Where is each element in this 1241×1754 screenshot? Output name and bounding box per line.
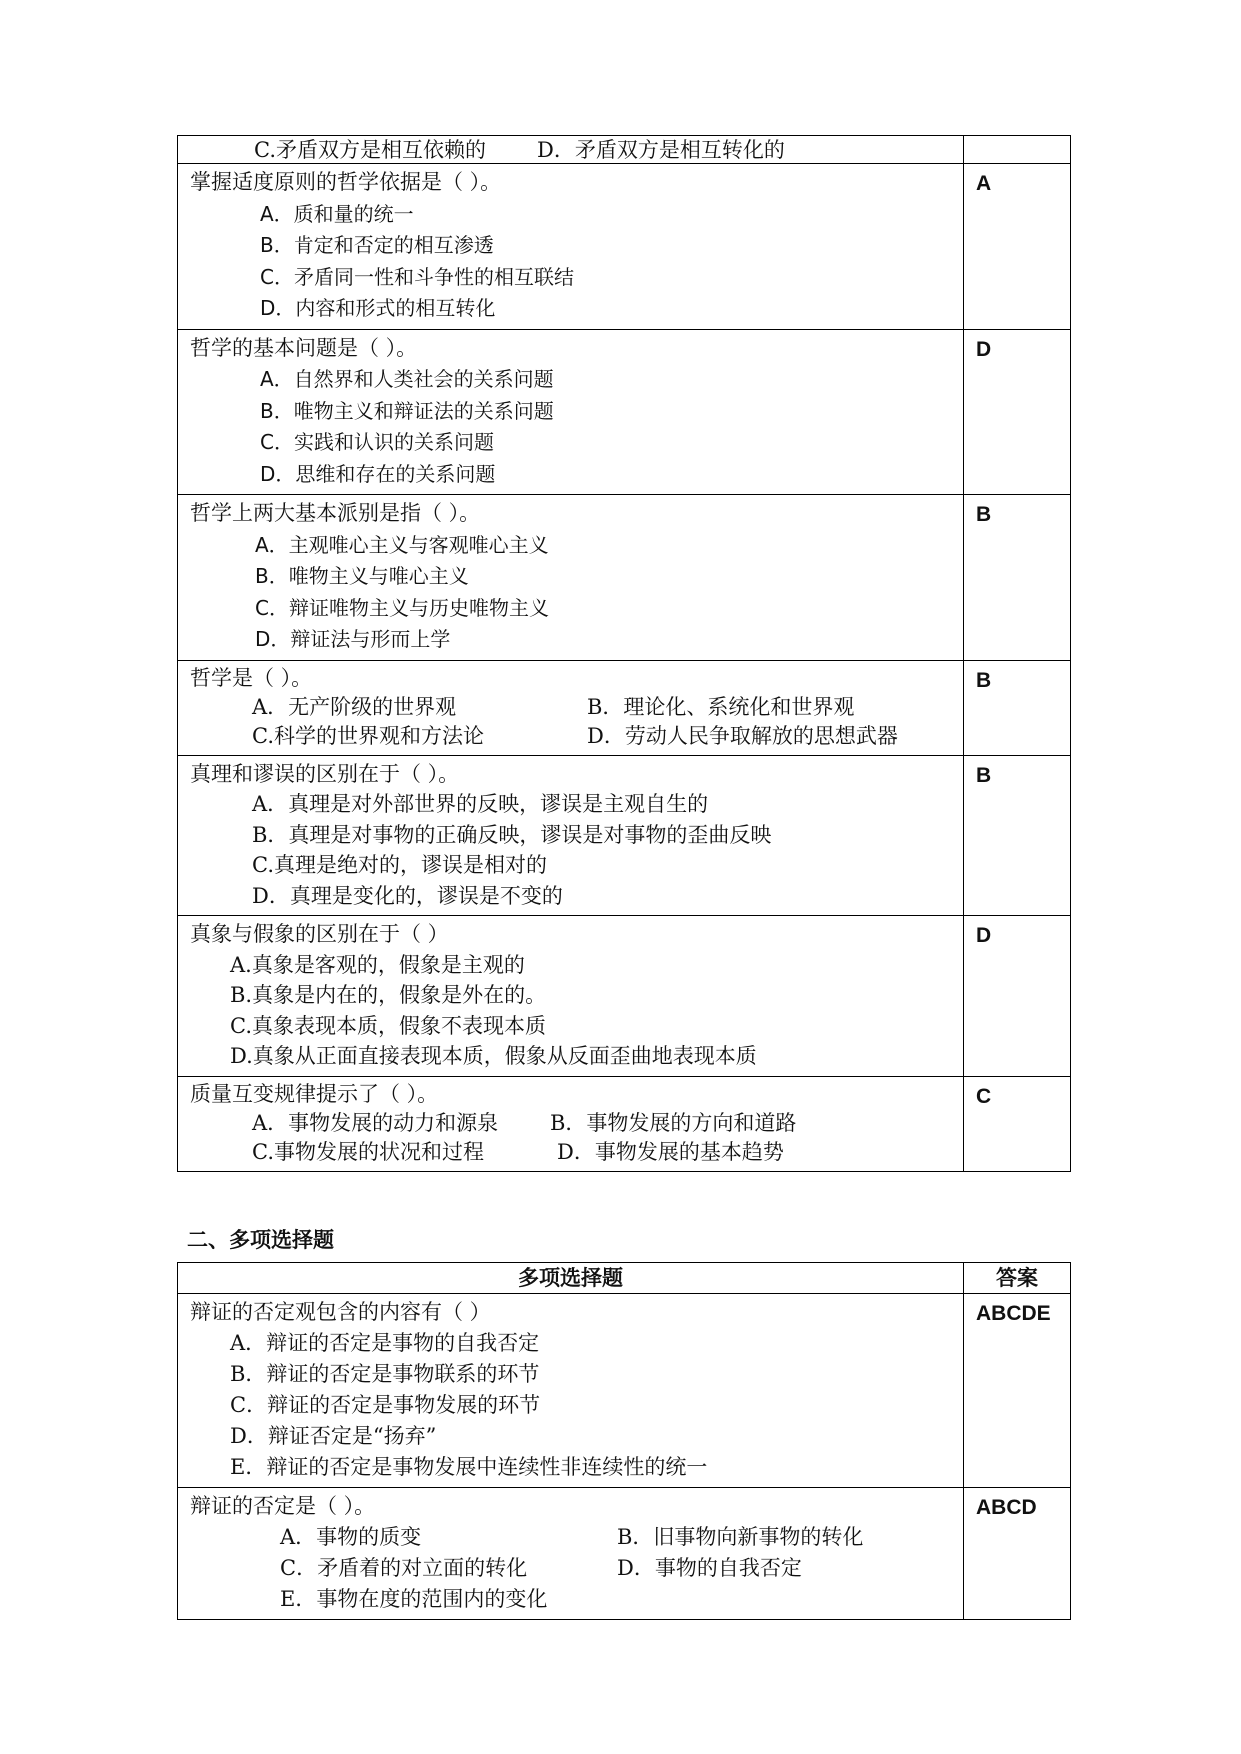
option-a: A．辩证的否定是事物的自我否定 [230,1331,540,1355]
option-b: B.真象是内在的，假象是外在的。 [230,983,547,1007]
table-row [178,1076,1071,1171]
question-text: 掌握适度原则的哲学依据是（ ）。 [190,170,502,194]
table-row [178,1488,1071,1620]
option-c: C．矛盾同一性和斗争性的相互联结 [260,264,574,289]
answer: A [964,164,1071,330]
column-header-question: 多项选择题 [178,1263,964,1294]
option-c: C．矛盾着的对立面的转化 [280,1556,528,1580]
option-a: A．自然界和人类社会的关系问题 [260,367,554,391]
option-b: B．肯定和否定的相互渗透 [260,233,494,257]
answer: C [964,1076,1071,1171]
option-c: C.科学的世界观和方法论 [252,723,484,748]
table-row [178,164,1071,330]
answer: B [964,755,1071,916]
option-b: B．辩证的否定是事物联系的环节 [230,1362,540,1386]
answer: D [964,916,1071,1077]
option-a: A.真象是客观的，假象是主观的 [230,952,525,977]
answer: B [964,495,1071,661]
option-d: D．思维和存在的关系问题 [260,461,496,486]
option-c: C.真理是绝对的，谬误是相对的 [252,853,547,877]
question-text: 辩证的否定是（ ）。 [190,1494,376,1518]
option-a: A．真理是对外部世界的反映，谬误是主观自生的 [252,792,709,816]
option-b: B．真理是对事物的正确反映，谬误是对事物的歪曲反映 [252,822,772,847]
option-b: B．理论化、系统化和世界观 [587,694,855,719]
option-e: E．辩证的否定是事物发展中连续性非连续性的统一 [230,1455,708,1479]
table-header-row [178,1263,1071,1294]
option-d: D.真象从正面直接表现本质，假象从反面歪曲地表现本质 [230,1044,757,1068]
option-d: D．辩证否定是“扬弃” [230,1424,437,1448]
question-text: 辩证的否定观包含的内容有（ ） [190,1300,491,1324]
question-text: 哲学的基本问题是（ ）。 [190,335,418,360]
question-text: 真象与假象的区别在于（ ） [190,922,449,946]
table-row [178,495,1071,661]
option-a: A．质和量的统一 [260,201,414,226]
table-row [178,136,1071,164]
option-b: B．旧事物向新事物的转化 [617,1525,864,1549]
option-d: D．真理是变化的，谬误是不变的 [252,883,563,908]
question-text: 真理和谬误的区别在于（ ）。 [190,761,460,786]
option-b: B．事物发展的方向和道路 [550,1110,797,1135]
question-text: 质量互变规律提示了（ ）。 [190,1081,439,1106]
option-d: D．矛盾双方是相互转化的 [537,138,785,162]
option-b: B．唯物主义和辩证法的关系问题 [260,398,554,423]
option-c: C.事物发展的状况和过程 [252,1139,484,1164]
table-row [178,1294,1071,1488]
option-d: D．事物的自我否定 [617,1556,802,1580]
question-text: 哲学上两大基本派别是指（ ）。 [190,501,481,525]
option-e: E．事物在度的范围内的变化 [280,1587,548,1611]
option-c: C.矛盾双方是相互依赖的 [254,138,486,162]
option-c: C.真象表现本质，假象不表现本质 [230,1013,546,1038]
multiple-choice-table [177,1262,1071,1620]
option-d: D．事物发展的基本趋势 [557,1139,784,1164]
table-row [178,660,1071,755]
option-c: C．实践和认识的关系问题 [260,430,494,454]
column-header-answer: 答案 [964,1263,1071,1294]
option-a: A．事物的质变 [280,1525,422,1549]
option-a: A．无产阶级的世界观 [252,694,457,719]
option-c: C．辩证的否定是事物发展的环节 [230,1393,541,1417]
option-b: B．唯物主义与唯心主义 [255,564,469,588]
answer: B [964,660,1071,755]
option-a: A．主观唯心主义与客观唯心主义 [255,532,549,557]
single-choice-table [177,135,1071,1172]
option-d: D．内容和形式的相互转化 [260,296,496,320]
answer: D [964,329,1071,495]
section-heading: 二、多项选择题 [187,1228,334,1252]
table-row [178,329,1071,495]
question-text: 哲学是（ ）。 [190,665,313,690]
option-c: C．辩证唯物主义与历史唯物主义 [255,595,549,620]
table-row [178,916,1071,1077]
option-d: D．劳动人民争取解放的思想武器 [587,723,898,748]
answer: ABCD [964,1488,1071,1620]
table-row [178,755,1071,916]
option-a: A．事物发展的动力和源泉 [252,1110,499,1135]
answer: ABCDE [964,1294,1071,1488]
option-d: D．辩证法与形而上学 [255,627,451,651]
